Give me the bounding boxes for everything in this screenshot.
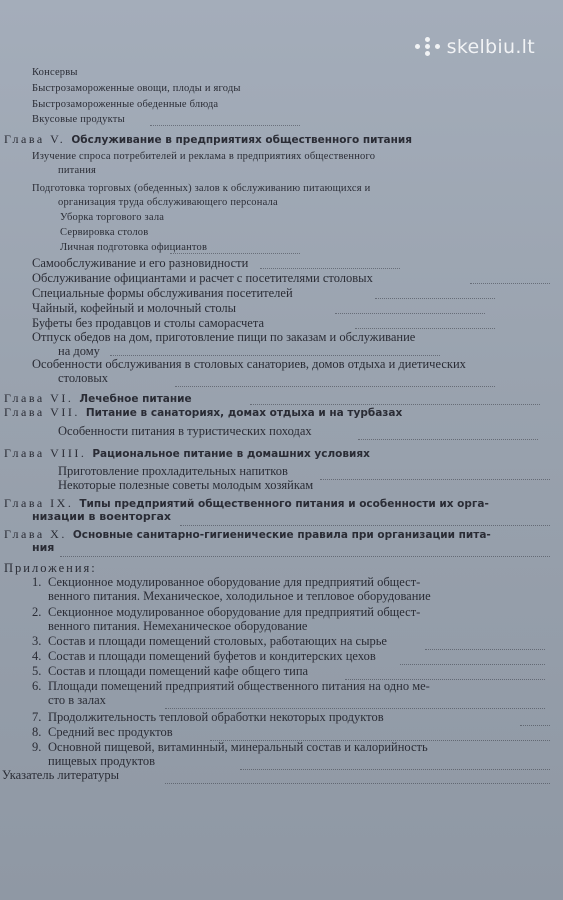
toc-item: Сервировка столов bbox=[60, 227, 149, 238]
chapter-title: Питание в санаториях, домах отдыха и на турбазах bbox=[85, 407, 403, 419]
appendix-number: 6. bbox=[32, 679, 42, 693]
appendix-item: Секционное модулированное оборудование для предприятий общест- bbox=[48, 575, 421, 589]
appendix-heading: Приложения: bbox=[4, 561, 97, 575]
appendix-number: 7. bbox=[32, 710, 42, 724]
leader-dots bbox=[250, 403, 540, 405]
chapter-label: Глава X. bbox=[4, 527, 67, 541]
toc-item: Быстрозамороженные овощи, плоды и ягоды bbox=[32, 83, 241, 94]
appendix-item: пищевых продуктов bbox=[48, 754, 156, 768]
appendix-number: 5. bbox=[32, 664, 42, 678]
leader-dots bbox=[180, 524, 550, 526]
toc-item: Быстрозамороженные обеденные блюда bbox=[32, 99, 219, 110]
toc-item: Подготовка торговых (обеденных) залов к обслуживанию питающихся и bbox=[32, 183, 371, 194]
chapter-title: Лечебное питание bbox=[79, 393, 192, 405]
toc-item: Уборка торгового зала bbox=[60, 212, 165, 223]
appendix-item: Состав и площади помещений кафе общего типа bbox=[48, 664, 309, 678]
toc-item: Консервы bbox=[32, 67, 78, 78]
chapter-heading bbox=[4, 446, 370, 461]
toc-item: Специальные формы обслуживания посетителей bbox=[32, 286, 293, 300]
chapter-title-continued: ния bbox=[32, 541, 55, 554]
leader-dots bbox=[260, 267, 400, 269]
toc-item: Самообслуживание и его разновидности bbox=[32, 256, 249, 270]
chapter-label: Глава VII. bbox=[4, 405, 80, 419]
toc-item: Отпуск обедов на дом, приготовление пищи по заказам и обслуживание bbox=[32, 330, 416, 344]
leader-dots bbox=[355, 327, 495, 329]
toc-item: на дому bbox=[58, 344, 100, 358]
toc-item: организация труда обслуживающего персонала bbox=[58, 197, 278, 208]
chapter-heading bbox=[4, 527, 491, 542]
chapter-label: Глава VIII. bbox=[4, 446, 87, 460]
leader-dots bbox=[165, 782, 550, 784]
appendix-number: 1. bbox=[32, 575, 42, 589]
toc-item: Приготовление прохладительных напитков bbox=[58, 464, 288, 478]
leader-dots bbox=[375, 297, 495, 299]
appendix-item: Состав и площади помещений буфетов и кондитерских цехов bbox=[48, 649, 376, 663]
appendix-number: 2. bbox=[32, 605, 42, 619]
chapter-label: Глава V. bbox=[4, 132, 66, 146]
references-entry: Указатель литературы bbox=[2, 768, 120, 782]
appendix-number: 3. bbox=[32, 634, 42, 648]
chapter-title: Обслуживание в предприятиях общественного питания bbox=[71, 134, 412, 146]
leader-dots bbox=[170, 252, 300, 254]
chapter-heading bbox=[4, 405, 402, 420]
toc-item: Вкусовые продукты bbox=[32, 114, 125, 125]
chapter-title: Рациональное питание в домашних условиях bbox=[92, 448, 370, 460]
toc-item: Личная подготовка официантов bbox=[60, 242, 208, 253]
chapter-title-continued: низации в военторгах bbox=[32, 510, 171, 523]
appendix-number: 4. bbox=[32, 649, 42, 663]
toc-item: Чайный, кофейный и молочный столы bbox=[32, 301, 237, 315]
leader-dots bbox=[210, 739, 550, 741]
chapter-title: Типы предприятий общественного питания и особенности их орга- bbox=[79, 498, 489, 510]
appendix-number: 8. bbox=[32, 725, 42, 739]
leader-dots bbox=[240, 768, 550, 770]
appendix-item: Продолжительность тепловой обработки некоторых продуктов bbox=[48, 710, 384, 724]
appendix-item: сто в залах bbox=[48, 693, 106, 707]
leader-dots bbox=[110, 354, 440, 356]
appendix-item: Площади помещений предприятий общественного питания на одно ме- bbox=[48, 679, 430, 693]
watermark-text: skelbiu.lt bbox=[446, 36, 535, 58]
appendix-item: Секционное модулированное оборудование для предприятий общест- bbox=[48, 605, 421, 619]
leader-dots bbox=[425, 648, 545, 650]
appendix-item: Средний вес продуктов bbox=[48, 725, 173, 739]
leader-dots bbox=[400, 663, 545, 665]
toc-item: Особенности питания в туристических походах bbox=[58, 424, 312, 438]
appendix-item: венного питания. Механическое, холодильное и тепловое оборудование bbox=[48, 589, 431, 603]
leader-dots bbox=[470, 282, 550, 284]
toc-item: Особенности обслуживания в столовых санаториев, домов отдыха и диетических bbox=[32, 357, 466, 371]
chapter-heading bbox=[4, 391, 192, 406]
leader-dots bbox=[358, 438, 538, 440]
appendix-item: венного питания. Немеханическое оборудование bbox=[48, 619, 308, 633]
toc-item: Изучение спроса потребителей и реклама в предприятиях общественного bbox=[32, 151, 376, 162]
appendix-item: Состав и площади помещений столовых, работающих на сырье bbox=[48, 634, 387, 648]
toc-item: Некоторые полезные советы молодым хозяйкам bbox=[58, 478, 314, 492]
toc-item: Обслуживание официантами и расчет с посетителями столовых bbox=[32, 271, 373, 285]
leader-dots bbox=[520, 724, 550, 726]
appendix-number: 9. bbox=[32, 740, 42, 754]
toc-item: питания bbox=[58, 165, 97, 176]
chapter-label: Глава IX. bbox=[4, 496, 74, 510]
leader-dots bbox=[175, 385, 495, 387]
leader-dots bbox=[335, 312, 485, 314]
chapter-label: Глава VI. bbox=[4, 391, 74, 405]
chapter-heading bbox=[4, 132, 412, 147]
leader-dots bbox=[345, 678, 545, 680]
chapter-title: Основные санитарно-гигиенические правила при организации пита- bbox=[72, 529, 491, 541]
toc-item: столовых bbox=[58, 371, 108, 385]
toc-item: Буфеты без продавцов и столы саморасчета bbox=[32, 316, 265, 330]
leader-dots bbox=[60, 555, 550, 557]
leader-dots bbox=[320, 478, 550, 480]
leader-dots bbox=[165, 707, 545, 709]
appendix-item: Основной пищевой, витаминный, минеральный состав и калорийность bbox=[48, 740, 428, 754]
leader-dots bbox=[150, 124, 300, 126]
chapter-heading bbox=[4, 496, 489, 511]
